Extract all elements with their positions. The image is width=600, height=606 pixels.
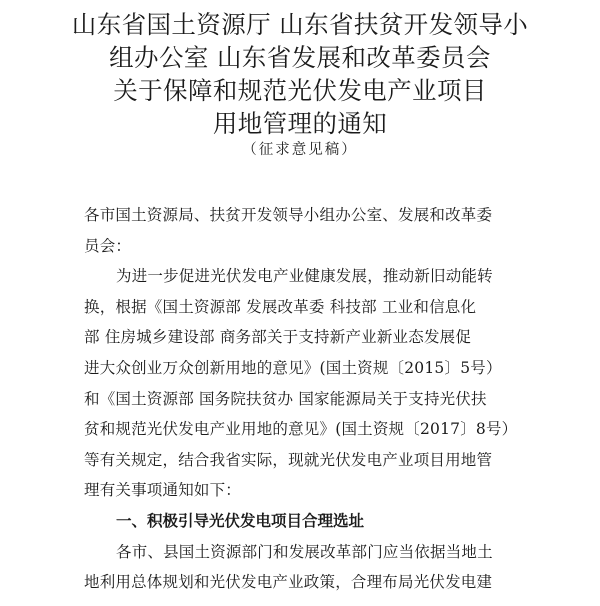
section-1-line-2: 地利用总体规划和光伏发电产业政策，合理布局光伏发电建 xyxy=(84,573,493,592)
intro-paragraph xyxy=(84,261,544,506)
document-title xyxy=(0,8,600,140)
intro-line-7: 等有关规定，结合我省实际，现就光伏发电产业项目用地管 xyxy=(84,450,493,469)
section-1-line-1: 各市、县国土资源部门和发展改革部门应当依据当地土 xyxy=(116,542,493,561)
intro-line-4: 进大众创业万众创新用地的意见》(国土资规〔2015〕5号） xyxy=(84,358,502,377)
section-1-heading: 一、积极引导光伏发电项目合理选址 xyxy=(116,511,365,530)
intro-line-5: 和《国土资源部 国务院扶贫办 国家能源局关于支持光伏扶 xyxy=(84,389,487,408)
addressee-line-1: 各市国土资源局、扶贫开发领导小组办公室、发展和改革委 xyxy=(84,206,493,224)
intro-line-1: 为进一步促进光伏发电产业健康发展，推动新旧动能转 xyxy=(116,267,493,286)
section-1-paragraph xyxy=(84,537,544,598)
addressee-line-2: 员会： xyxy=(84,236,132,255)
intro-line-3: 部 住房城乡建设部 商务部关于支持新产业新业态发展促 xyxy=(84,328,472,347)
title-line-1: 山东省国土资源厅 山东省扶贫开发领导小 xyxy=(71,10,529,39)
title-line-3: 关于保障和规范光伏发电产业项目 xyxy=(113,76,487,105)
addressee-paragraph xyxy=(84,200,544,261)
document-subtitle: （征求意见稿） xyxy=(242,142,358,158)
title-line-2: 组办公室 山东省发展和改革委员会 xyxy=(109,43,491,72)
intro-line-2: 换，根据《国土资源部 发展改革委 科技部 工业和信息化 xyxy=(84,297,477,316)
document-body xyxy=(84,200,544,598)
intro-line-8: 理有关事项通知如下： xyxy=(84,481,242,500)
intro-line-6: 贫和规范光伏发电产业用地的意见》(国土资规〔2017〕8号） xyxy=(84,420,518,439)
title-line-4: 用地管理的通知 xyxy=(212,109,388,138)
